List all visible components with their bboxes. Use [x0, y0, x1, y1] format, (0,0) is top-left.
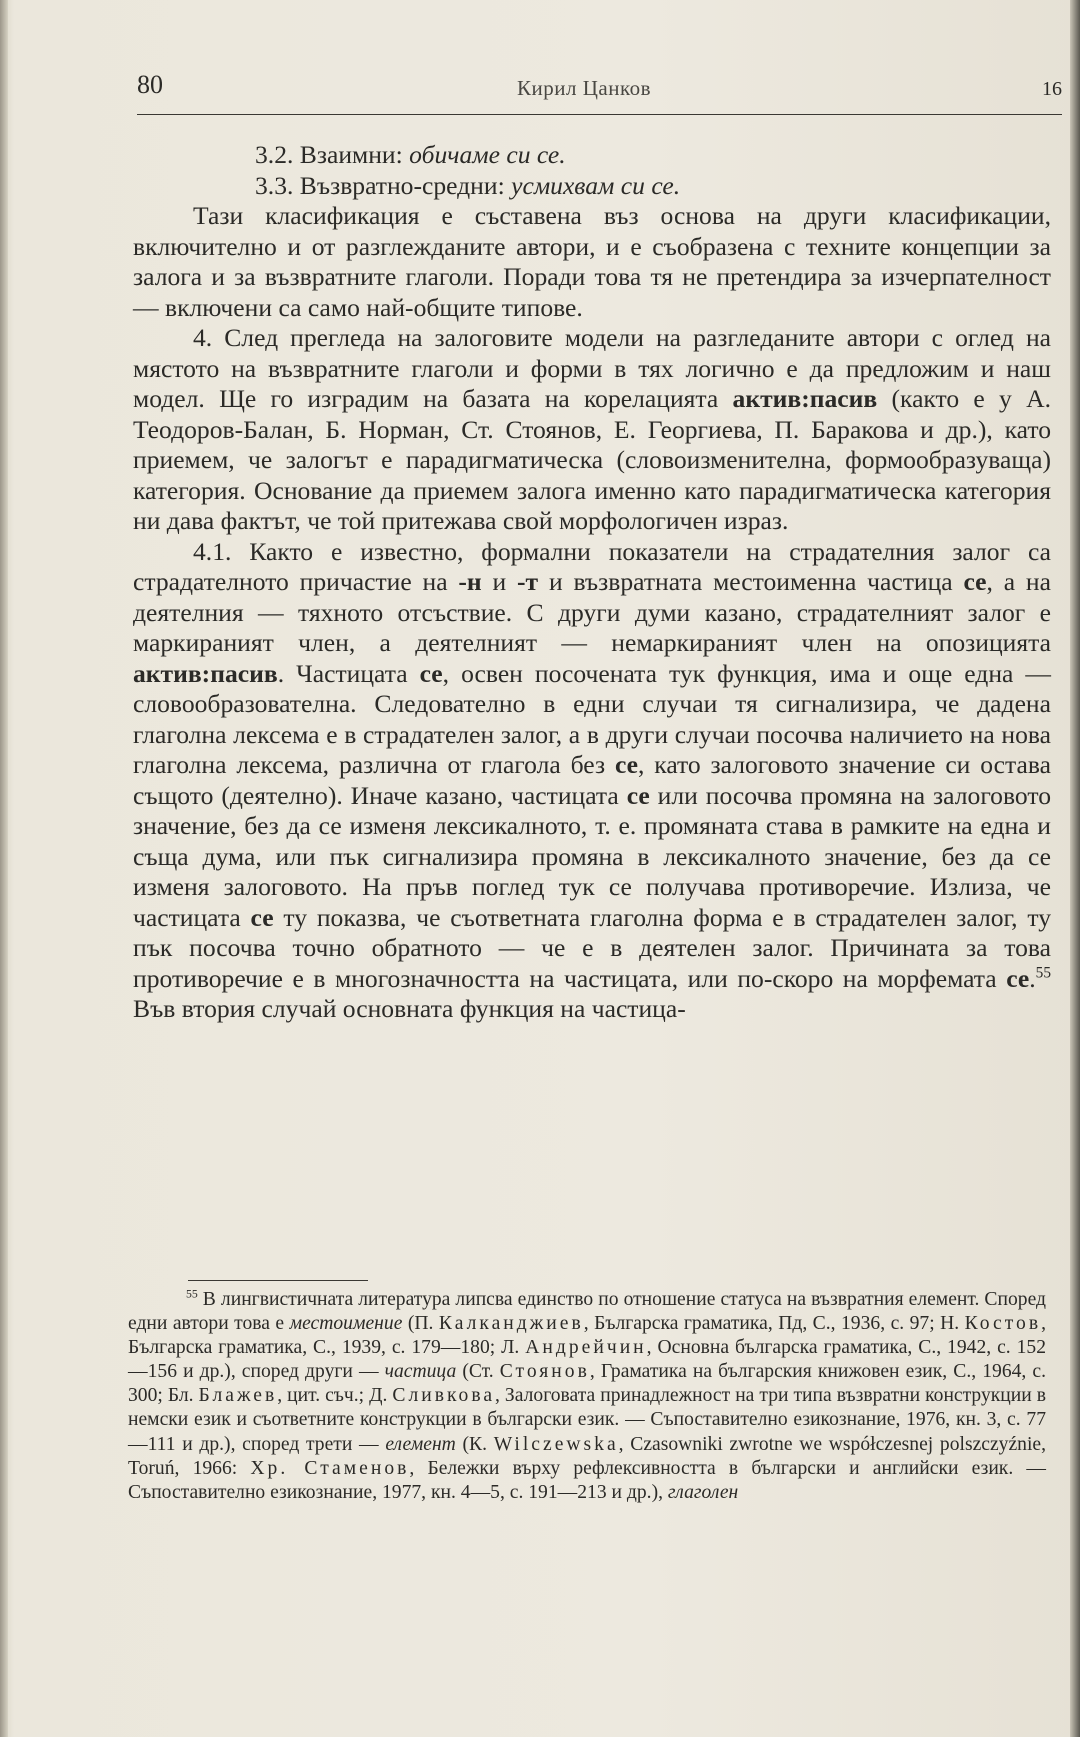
footnote-divider: [188, 1280, 368, 1281]
author-name: Андрейчин: [525, 1337, 647, 1359]
text-run: (както е у А. Теодоров-Балан, Б. Норман, Ст. Стоянов, Е. Георгиева, П. Баракова и др.), като приемем, че залогът е парадигматическа (словоизменителна, формообразуваща) категория. Основание да приемем залога именно като парадигматическа категория ни дава фактът, че той притежава свой морфологичен израз.: [133, 384, 1052, 535]
paragraph-3-3: [133, 171, 1051, 202]
binding-edge-left: [0, 0, 8, 1737]
text-run: ту показва, че съответната глаголна форма е в страдателен залог, ту пък посочва точно обратното — че е в деятелен залог. Причината за това противоречие е в многозначността на частицата, или по-скоро на морфемата: [133, 902, 1052, 993]
text-run: Във втория случай основната функция на частица-: [133, 994, 686, 1023]
author-name: Костов: [964, 1313, 1042, 1335]
term-italic: глаголен: [667, 1481, 739, 1503]
text-run: , Czasowniki zwrotne we współczesnej polszczyźnie, Toruń, 1966:: [128, 1433, 1046, 1479]
text-run: , Българска граматика, Пд, С., 1936, с. 97; Н.: [583, 1313, 965, 1335]
example: усмихвам си се.: [511, 170, 681, 200]
text-run: . Частицата: [277, 658, 420, 688]
term-bold: се: [626, 780, 650, 810]
author-name: Хр. Стаменов: [250, 1457, 410, 1479]
text-run: (Ст.: [456, 1361, 500, 1383]
term-bold: се: [614, 750, 639, 779]
term-italic: елемент: [385, 1433, 456, 1455]
text-run: и възвратната местоименна частица: [538, 567, 964, 596]
main-text: [133, 140, 1051, 1025]
term-bold: актив:пасив: [133, 658, 278, 688]
footnote-55: [128, 1288, 1046, 1505]
term-bold: се: [250, 902, 274, 932]
term-bold: -н: [458, 567, 482, 596]
paragraph-3-2: [133, 140, 1051, 171]
text-run: 4.1. Както е известно, формални показатели на страдателния залог са страдателното причастие на: [133, 536, 1051, 596]
item-number: 3.3. Възвратно-средни:: [255, 170, 512, 200]
text-run: В лингвистичната литература липсва единство по отношение статуса на възвратния елемент. Според едни автори това е: [128, 1289, 1046, 1335]
author-name: Стоянов: [499, 1361, 590, 1383]
fold-mark: 16: [1042, 78, 1062, 100]
text-run: или посочва промяна на залоговото значение, без да се изменя лексикалното, т. е. промяната става в рамките на една и съща дума, или пък сигнализира промяна в лексикалното значение, без да се изменя залоговото. На пръв поглед тук се получава противоречие. Излиза, че частицата: [133, 780, 1051, 932]
text-run: , а на деятелния — тяхното отсъствие. С други думи казано, страдателният залог е маркираният член, а деятелният — немаркираният член на опозицията: [133, 567, 1051, 657]
text-run: , цит. съч.; Д.: [277, 1385, 393, 1407]
author-name: Блажев: [198, 1385, 278, 1407]
page-number: 80: [137, 70, 163, 99]
text-run: , Бележки върху рефлексивността в български и английски език. — Съпоставително езикознание, 1977, кн. 4—5, с. 191—213 и др.),: [128, 1457, 1046, 1503]
term-italic: частица: [384, 1361, 457, 1383]
footnote-text: [128, 1288, 1046, 1505]
paragraph-4: [133, 323, 1051, 537]
term-bold: се: [963, 567, 987, 596]
text-run: , Основна българска граматика, С., 1942, с. 152—156 и др.), според други —: [128, 1337, 1046, 1383]
term-italic: местоимение: [289, 1313, 403, 1335]
item-number: 3.2. Взаимни:: [255, 140, 410, 169]
term-bold: се: [1006, 963, 1030, 993]
paragraph-4-1: [133, 537, 1051, 1025]
text-run: , освен посочената тук функция, има и още една — словообразователна. Следователно в едни случаи тя сигнализира, че дадена глаголна лексема е в страдателен залог, а в други случаи посочва наличието на нова глаголна лексема, различна от глагола без: [133, 658, 1051, 779]
text-run: , Граматика на българския книжовен език, С., 1964, с. 300; Бл.: [128, 1361, 1046, 1407]
text-run: и: [481, 567, 518, 596]
author-name: Wilczewska: [493, 1433, 619, 1455]
author-name: Сливкова: [392, 1385, 496, 1407]
footnote-marker: 55: [186, 1287, 198, 1301]
page-edge-right: [1070, 0, 1080, 1737]
term-bold: актив:пасив: [732, 384, 878, 413]
term-bold: -т: [517, 567, 539, 596]
text-run: 4. След прегледа на залоговите модели на разгледаните автори с оглед на мястото на възвратните глаголи и форми в тях логично е да предложим и наш модел. Ще го изградим на базата на корелацията: [133, 323, 1051, 413]
text-run: , Българска граматика, С., 1939, с. 179—180; Л.: [128, 1313, 1046, 1359]
paragraph-classification: Тази класификация е съставена въз основа на други класификации, включително и от разглежданите автори, и е съобразена с техните концепции за залога и за възвратните глаголи. Поради това тя не претендира за изчерпателност — включени са само най-общите типове.: [133, 201, 1051, 322]
term-bold: се: [419, 658, 443, 688]
running-title: Кирил Цанков: [517, 76, 651, 100]
text-run: , като залоговото значение си остава същото (деятелно). Иначе казано, частицата: [133, 750, 1051, 810]
example: обичаме си се.: [409, 140, 566, 169]
text-run: , Залоговата принадлежност на три типа възвратни конструкции в немски език и съответните конструкции в български език. — Съпоставително езикознание, 1976, кн. 3, с. 77—111 и др.), според трети —: [128, 1385, 1047, 1455]
text-run: (П.: [402, 1313, 439, 1335]
footnote-ref[interactable]: 55: [1035, 963, 1051, 981]
text-run: .: [1029, 963, 1036, 993]
author-name: Калканджиев: [438, 1313, 584, 1335]
running-header: [137, 70, 1062, 115]
text-run: (К.: [455, 1433, 494, 1455]
